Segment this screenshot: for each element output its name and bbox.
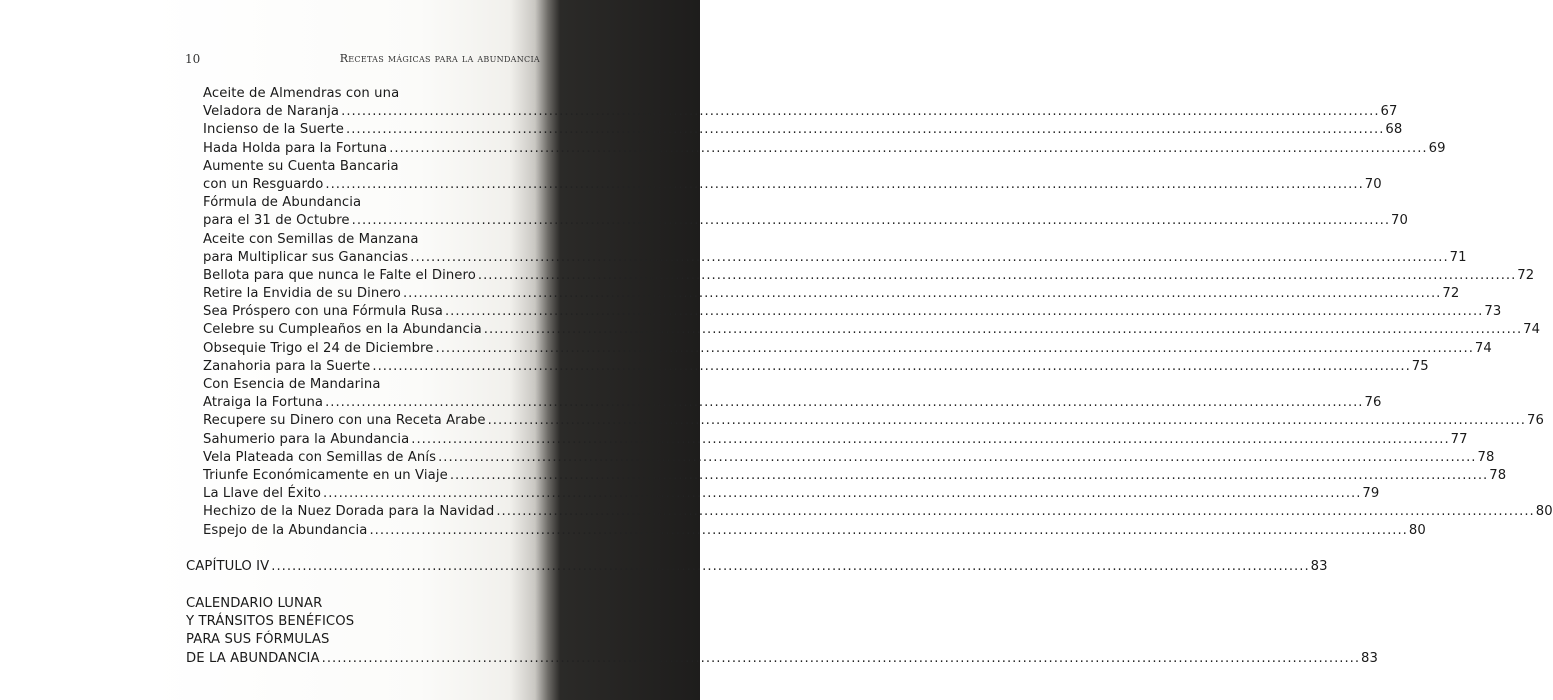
- toc-entries: [203, 85, 1553, 540]
- toc-entry-line: [203, 140, 1446, 158]
- toc-entry-line: [203, 522, 1426, 540]
- toc-entry-page: 70: [1391, 213, 1409, 229]
- toc-chapter: [186, 558, 1328, 576]
- dot-leader: ........................................................................................................................................................................................................: [444, 304, 1484, 320]
- toc-entry-page: 76: [1364, 395, 1382, 411]
- toc-entry-line: [186, 650, 1379, 668]
- toc-entry-page: 77: [1450, 431, 1468, 447]
- dot-leader: ........................................................................................................................................................................................................: [483, 322, 1523, 338]
- dot-leader: ........................................................................................................................................................................................................: [369, 522, 1408, 538]
- toc-entry-line: CALENDARIO LUNAR: [186, 596, 323, 611]
- toc-entry-text: Obsequie Trigo el 24 de Diciembre: [203, 340, 434, 356]
- toc-entry-page: 75: [1411, 358, 1429, 374]
- toc-entry-line: [203, 412, 1544, 430]
- dot-leader: ........................................................................................................................................................................................................: [346, 122, 1385, 138]
- dot-leader: ........................................................................................................................................................................................................: [389, 140, 1428, 156]
- toc-entry-text: Retire la Envidia de su Dinero: [203, 286, 401, 302]
- toc-entry-line: [203, 285, 1460, 303]
- toc-entry: [203, 503, 1553, 521]
- toc-entry: [203, 303, 1502, 321]
- toc-entry-line: Fórmula de Abundancia: [203, 195, 362, 211]
- toc-entry-text: Hechizo de la Nuez Dorada para la Navidad: [203, 504, 495, 520]
- toc-entry-line: Y TRÁNSITOS BENÉFICOS: [186, 614, 355, 630]
- chapter-label: CAPÍTULO IV: [186, 559, 270, 574]
- dot-leader: ........................................................................................................................................................................................................: [438, 449, 1477, 465]
- dot-leader: ........................................................................................................................................................................................................: [372, 358, 1411, 374]
- toc-entry-text: Vela Plateada con Semillas de Anís: [203, 449, 437, 465]
- page-number: 10: [185, 52, 201, 66]
- toc-entry-line: [203, 431, 1468, 449]
- dot-leader: ........................................................................................................................................................................................................: [351, 213, 1391, 229]
- toc-entry-line: [203, 485, 1380, 503]
- toc-entry: [203, 140, 1446, 158]
- dot-leader: ........................................................................................................................................................................................................: [496, 504, 1535, 520]
- toc-entry: [203, 340, 1492, 358]
- toc-entry-line: [203, 103, 1398, 121]
- toc-entry-line: [203, 267, 1535, 285]
- toc-entry-page: 72: [1517, 267, 1535, 283]
- toc-entry-text: Recupere su Dinero con una Receta Arabe: [203, 413, 486, 429]
- toc-entry: [203, 449, 1495, 467]
- toc-entry-text: con un Resguardo: [203, 176, 324, 192]
- toc-entry: [203, 412, 1544, 430]
- toc-entry-page: 79: [1362, 486, 1380, 502]
- toc-entry-line: [203, 503, 1553, 521]
- toc-entry-page: 83: [1361, 650, 1379, 666]
- dot-leader: ........................................................................................................................................................................................................: [323, 486, 1362, 502]
- toc-entry-page: 73: [1484, 304, 1502, 320]
- toc-entry-line: [203, 212, 1409, 230]
- toc-entry: [203, 158, 1382, 194]
- toc-entry-page: 78: [1489, 467, 1507, 483]
- toc-entry-text: DE LA ABUNDANCIA: [186, 650, 320, 666]
- toc-entry: [203, 358, 1429, 376]
- toc-entry-line: [203, 340, 1492, 358]
- toc-entry-text: para Multiplicar sus Ganancias: [203, 249, 409, 265]
- page-header: [185, 52, 540, 68]
- toc-entry: [203, 321, 1541, 339]
- dot-leader: ........................................................................................................................................................................................................: [477, 267, 1517, 283]
- toc-entry-page: 72: [1442, 286, 1460, 302]
- toc-entry: [203, 376, 1382, 412]
- toc-entry-text: Espejo de la Abundancia: [203, 522, 368, 538]
- dot-leader: ........................................................................................................................................................................................................: [325, 395, 1364, 411]
- dot-leader: ........................................................................................................................................................................................................: [325, 176, 1364, 192]
- toc-entry-page: 67: [1380, 104, 1398, 120]
- toc-entry-text: Hada Holda para la Fortuna: [203, 140, 388, 156]
- toc-entry-line: Con Esencia de Mandarina: [203, 377, 381, 392]
- toc-entry: [203, 285, 1460, 303]
- toc-entry-text: Zanahoria para la Suerte: [203, 358, 371, 374]
- toc-entry: [203, 231, 1467, 267]
- toc-entry-line: [203, 467, 1507, 485]
- dot-leader: ........................................................................................................................................................................................................: [411, 431, 1450, 447]
- toc-entry-text: Celebre su Cumpleaños en la Abundancia: [203, 322, 482, 338]
- toc-entry-line: [203, 358, 1429, 376]
- toc-entry: [203, 522, 1426, 540]
- toc-entry-text: Triunfe Económicamente en un Viaje: [203, 467, 448, 483]
- toc-entry-page: 71: [1449, 249, 1467, 265]
- toc-entry-text: Atraiga la Fortuna: [203, 395, 324, 411]
- chapter-page: 83: [1310, 559, 1328, 574]
- toc-entry: [203, 121, 1403, 139]
- toc-entry-page: 76: [1526, 413, 1544, 429]
- toc-entry-text: Veladora de Naranja: [203, 104, 340, 120]
- toc-entry-page: 80: [1535, 504, 1553, 520]
- running-head: Recetas mágicas para la abundancia: [339, 52, 540, 65]
- toc-entry-text: para el 31 de Octubre: [203, 213, 350, 229]
- dot-leader: ........................................................................................................................................................................................................: [341, 104, 1380, 120]
- toc-entry-line: [203, 321, 1541, 339]
- toc-entry-text: Sea Próspero con una Fórmula Rusa: [203, 304, 443, 320]
- toc-entry-page: 74: [1523, 322, 1541, 338]
- toc-entry-line: [203, 303, 1502, 321]
- toc-entry: [203, 485, 1380, 503]
- toc-entry-text: Bellota para que nunca le Falte el Dinero: [203, 267, 476, 283]
- toc-entry-page: 78: [1477, 449, 1495, 465]
- toc-entry-line: [203, 121, 1403, 139]
- toc-entry-page: 74: [1474, 340, 1492, 356]
- toc-entry: [203, 85, 1398, 121]
- toc-entry-line: PARA SUS FÓRMULAS: [186, 632, 330, 648]
- toc-entry-line: Aceite de Almendras con una: [203, 86, 400, 101]
- toc-entry-line: [203, 176, 1382, 194]
- dot-leader: ........................................................................................................................................................................................................: [487, 413, 1526, 429]
- toc-chapter-title-entry: [186, 595, 1379, 668]
- toc-entry: [203, 467, 1507, 485]
- toc-entry-line: Aumente su Cuenta Bancaria: [203, 158, 399, 174]
- toc-entry-page: 80: [1408, 522, 1426, 538]
- toc-chapter-line: [186, 558, 1328, 576]
- toc-entry-page: 68: [1385, 122, 1403, 138]
- dot-leader: ........................................................................................................................................................................................................: [402, 286, 1442, 302]
- dot-leader: ........................................................................................................................................................................................................: [410, 249, 1449, 265]
- toc-entry-text: La Llave del Éxito: [203, 486, 322, 502]
- toc-entry-text: Sahumerio para la Abundancia: [203, 431, 410, 447]
- toc-entry-line: Aceite con Semillas de Manzana: [203, 231, 419, 247]
- dot-leader: ........................................................................................................................................................................................................: [271, 559, 1310, 574]
- dot-leader: ........................................................................................................................................................................................................: [321, 650, 1361, 666]
- toc-chapter-title: [186, 595, 1379, 668]
- toc-entry-text: Incienso de la Suerte: [203, 122, 345, 138]
- toc-entry-page: 70: [1364, 176, 1382, 192]
- toc-entry: [203, 431, 1468, 449]
- toc-entry: [203, 267, 1535, 285]
- toc-entry-line: [203, 394, 1382, 412]
- toc-entry: [203, 194, 1409, 230]
- toc-entry-line: [203, 449, 1495, 467]
- toc-entry-line: [203, 249, 1467, 267]
- toc-entry-page: 69: [1428, 140, 1446, 156]
- dot-leader: ........................................................................................................................................................................................................: [449, 467, 1489, 483]
- dot-leader: ........................................................................................................................................................................................................: [435, 340, 1474, 356]
